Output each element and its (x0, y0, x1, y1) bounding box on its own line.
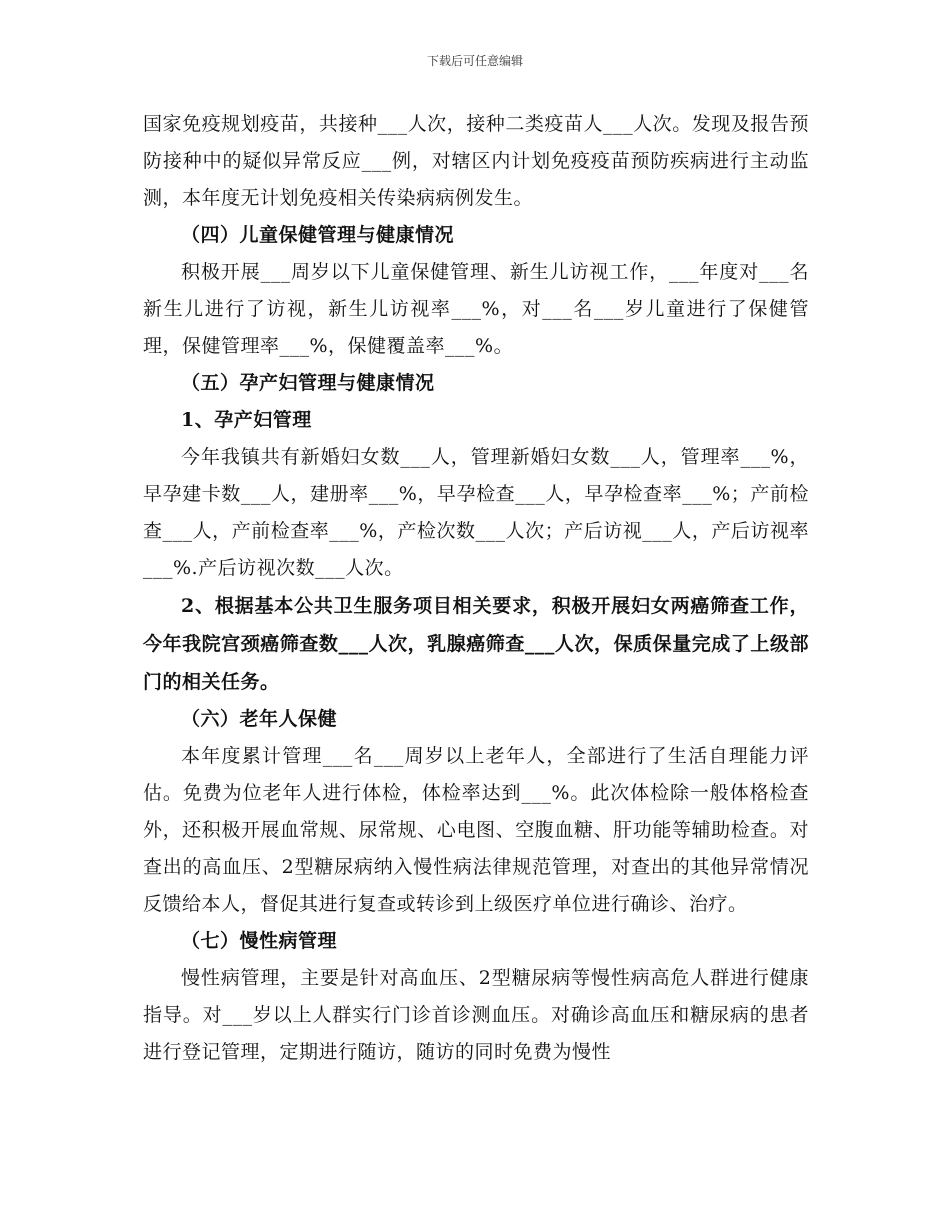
page-header: 下载后可任意编辑 (426, 54, 523, 68)
heading-maternal-health: （五）孕产妇管理与健康情况 (181, 372, 435, 394)
heading-chronic-disease: （七）慢性病管理 (181, 930, 338, 952)
paragraph-chronic-disease: 慢性病管理，主要是针对高血压、2型糖尿病等慢性病高危人群进行健康指导。对___岁以上人群实行门诊首诊测血压。对确诊高血压和糖尿病的患者进行登记管理，定期进行随访，随访的同时免费为慢性 (143, 967, 809, 1063)
paragraph-cancer-screening: 2、根据基本公共卫生服务项目相关要求，积极开展妇女两癌筛查工作，今年我院宫颈癌筛查数___人次，乳腺癌筛查___人次，保质保量完成了上级部门的相关任务。 (143, 595, 809, 693)
paragraph-maternal-management: 今年我镇共有新婚妇女数___人，管理新婚妇女数___人，管理率___%，早孕建卡数___人，建册率___%，早孕检查___人，早孕检查率___%；产前检查___人，产前检查率___%，产检次数___人次；产后访视___人，产后访视率___%.产后访视次数___人次。 (143, 446, 809, 579)
paragraph-elderly-care: 本年度累计管理___名___周岁以上老年人，全部进行了生活自理能力评估。免费为位老年人进行体检，体检率达到___%。此次体检除一般体格检查外，还积极开展血常规、尿常规、心电图、空腹血糖、肝功能等辅助检查。对查出的高血压、2型糖尿病纳入慢性病法律规范管理，对查出的其他异常情况反馈给本人，督促其进行复查或转诊到上级医疗单位进行确诊、治疗。 (143, 745, 809, 915)
document-body (143, 106, 809, 1071)
paragraph-child-health: 积极开展___周岁以下儿童保健管理、新生儿访视工作，___年度对___名新生儿进行了访视，新生儿访视率___%，对___名___岁儿童进行了保健管理，保健管理率___%，保健覆盖率___%。 (143, 261, 809, 357)
heading-elderly-care: （六）老年人保健 (181, 708, 338, 730)
heading-child-health: （四）儿童保健管理与健康情况 (181, 224, 455, 246)
paragraph-vaccination: 国家免疫规划疫苗，共接种___人次，接种二类疫苗人___人次。发现及报告预防接种中的疑似异常反应___例，对辖区内计划免疫疫苗预防疾病进行主动监测，本年度无计划免疫相关传染病病例发生。 (143, 113, 809, 209)
subheading-maternal-management: 1、孕产妇管理 (181, 409, 312, 431)
